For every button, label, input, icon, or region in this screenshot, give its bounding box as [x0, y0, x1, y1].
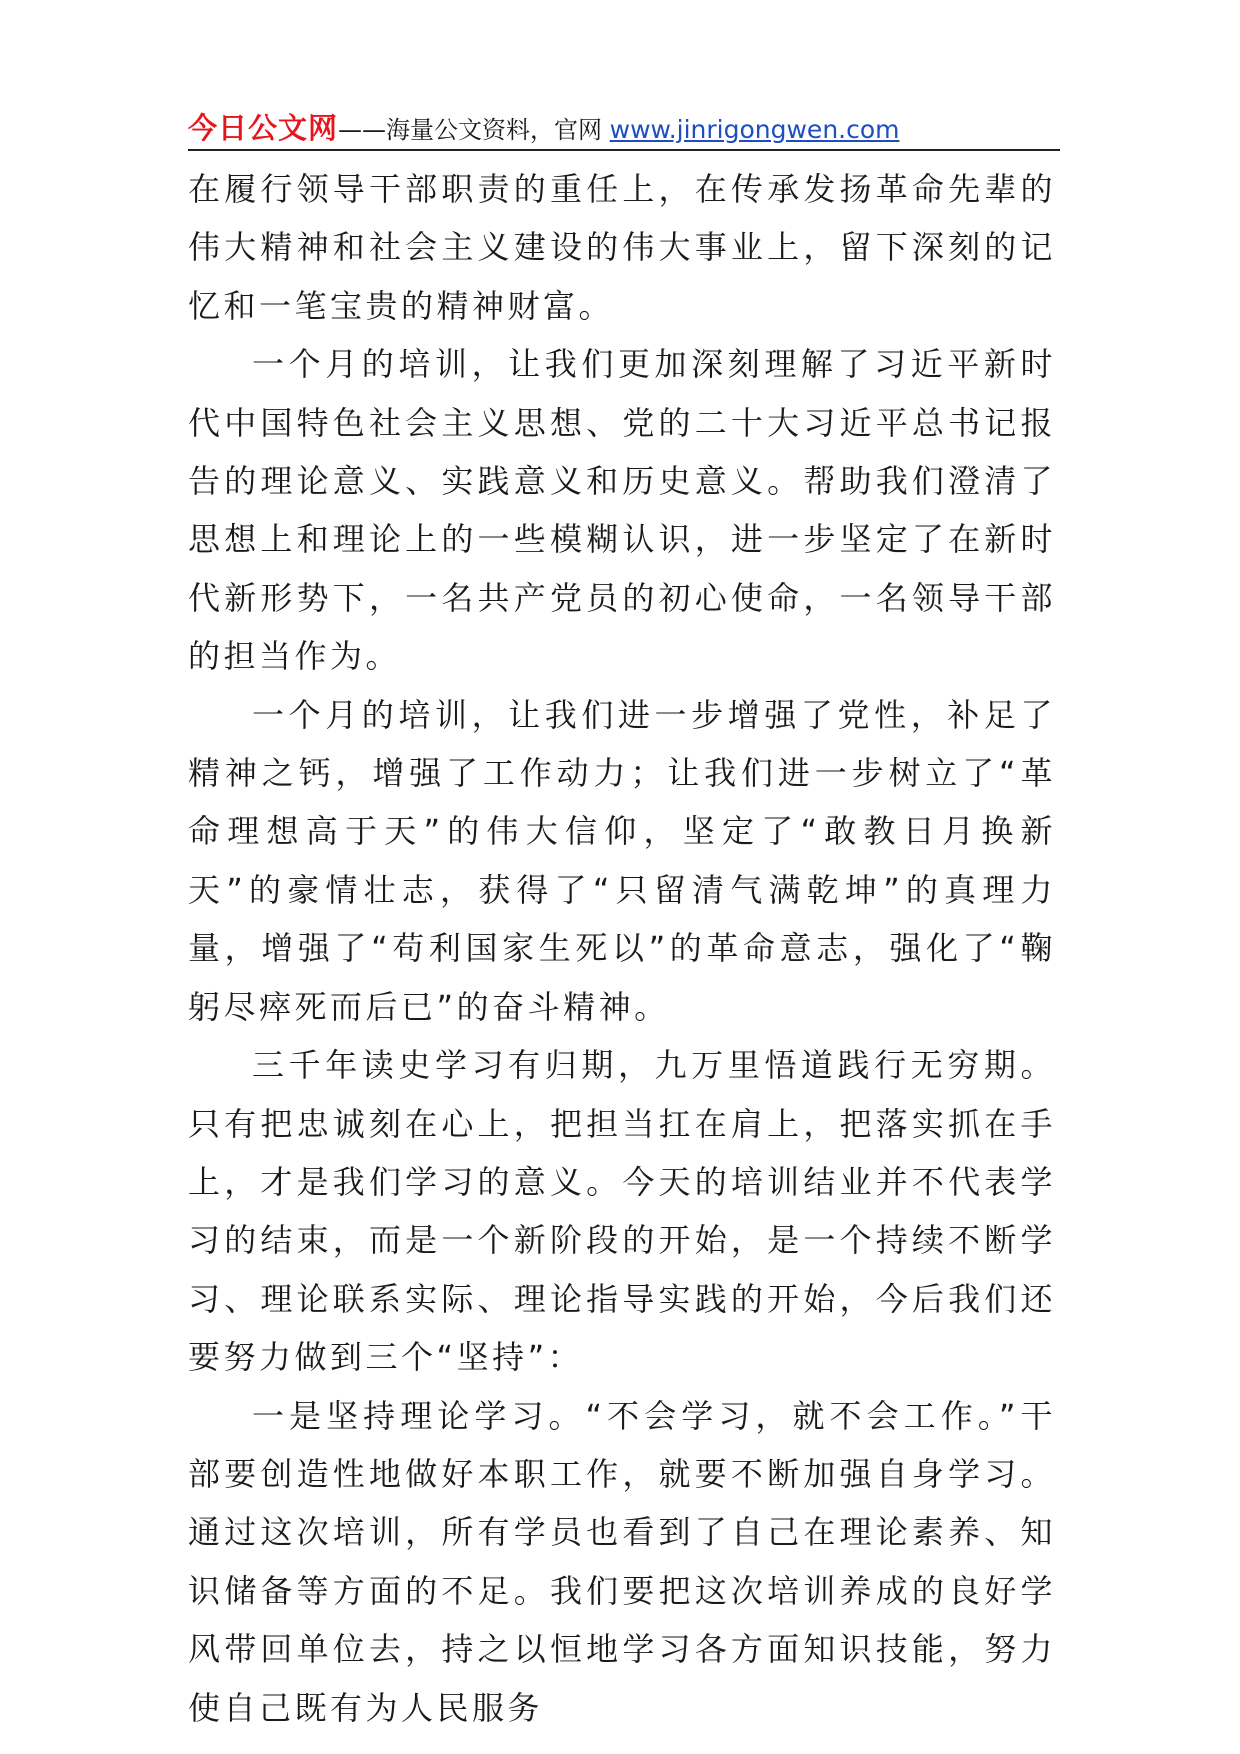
header-tagline: ——海量公文资料，官网: [338, 116, 610, 144]
document-body: [188, 160, 1056, 1737]
paragraph-theory-understanding: 一个月的培训，让我们更加深刻理解了习近平新时代中国特色社会主义思想、党的二十大习近平总书记报告的理论意义、实践意义和历史意义。帮助我们澄清了思想上和理论上的一些模糊认识，进一步坚定了在新时代新形势下，一名共产党员的初心使命，一名领导干部的担当作为。: [188, 345, 1056, 676]
paragraph-theory-study: 一是坚持理论学习。“不会学习，就不会工作。”干部要创造性地做好本职工作，就要不断加强自身学习。通过这次培训，所有学员也看到了自己在理论素养、知识储备等方面的不足。我们要把这次培训养成的良好学风带回单位去，持之以恒地学习各方面知识技能，努力使自己既有为人民服务: [188, 1396, 1056, 1727]
page-header: [188, 108, 1060, 148]
paragraph-three-persistences: 三千年读史学习有归期，九万里悟道践行无穷期。只有把忠诚刻在心上，把担当扛在肩上，把落实抓在手上，才是我们学习的意义。今天的培训结业并不代表学习的结束，而是一个新阶段的开始，是一个持续不断学习、理论联系实际、理论指导实践的开始，今后我们还要努力做到三个“坚持”：: [188, 1046, 1056, 1377]
paragraph-party-spirit: 一个月的培训，让我们进一步增强了党性，补足了精神之钙，增强了工作动力；让我们进一步树立了“革命理想高于天”的伟大信仰，坚定了“敢教日月换新天”的豪情壮志，获得了“只留清气满乾坤”的真理力量，增强了“苟利国家生死以”的革命意志，强化了“鞠躬尽瘁死而后已”的奋斗精神。: [188, 695, 1056, 1026]
paragraph-continued: 在履行领导干部职责的重任上，在传承发扬革命先辈的伟大精神和社会主义建设的伟大事业上，留下深刻的记忆和一笔宝贵的精神财富。: [188, 170, 1056, 325]
header-divider: [188, 149, 1060, 151]
brand-logo-text: 今日公文网: [188, 111, 339, 145]
website-link[interactable]: www.jinrigongwen.com: [609, 115, 900, 144]
